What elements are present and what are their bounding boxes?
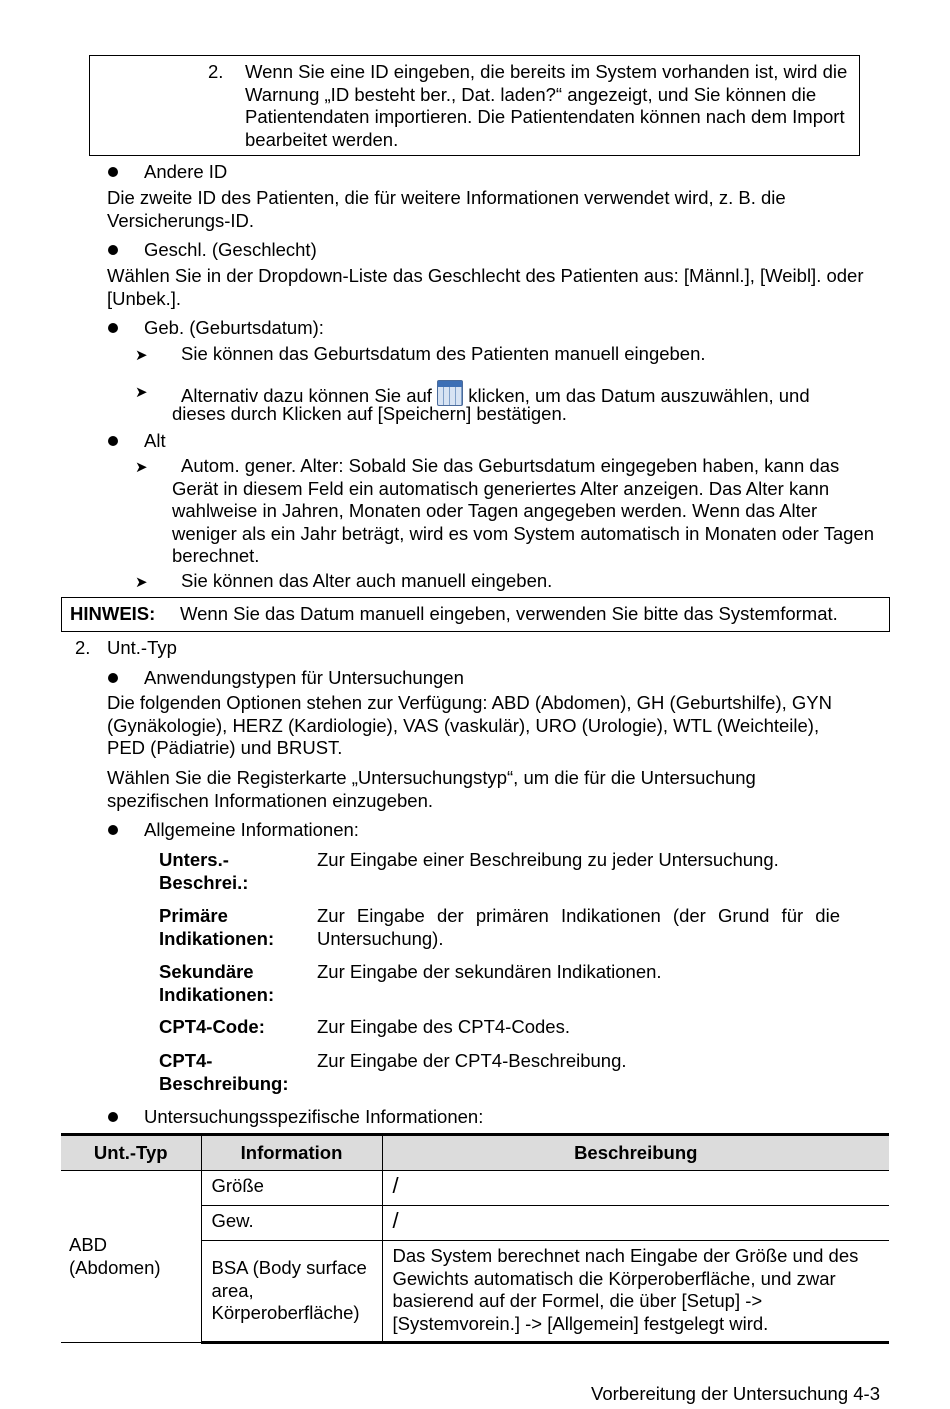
sub-item-text: Alternativ dazu können Sie auf bbox=[181, 385, 432, 406]
table-header: Unt.-Typ bbox=[61, 1135, 201, 1171]
paragraph: Wählen Sie die Registerkarte „Untersuchungstyp“, um die für die Untersuchung spezifischen Informationen einzugeben. bbox=[107, 767, 756, 811]
sub-item-continuation: dieses durch Klicken auf [Speichern] bestätigen. bbox=[172, 403, 567, 424]
def-desc: Zur Eingabe des CPT4-Codes. bbox=[317, 1016, 570, 1037]
note-text: Wenn Sie das Datum manuell eingeben, verwenden Sie bitte das Systemformat. bbox=[180, 603, 838, 624]
def-term: CPT4-Code: bbox=[159, 1016, 265, 1037]
table-cell-group: ABD (Abdomen) bbox=[61, 1171, 201, 1343]
paragraph: Die folgenden Optionen stehen zur Verfügung: ABD (Abdomen), GH (Geburtshilfe), GYN (Gynäkologie), HERZ (Kardiologie), VAS (vaskulär), URO (Urologie), WTL (Weichteile), PED (Pädiatrie) und BRUST. bbox=[107, 692, 832, 758]
def-term: Unters.- Beschrei.: bbox=[159, 849, 249, 893]
def-term: CPT4- Beschreibung: bbox=[159, 1050, 289, 1094]
page-footer: Vorbereitung der Untersuchung 4-3 bbox=[591, 1383, 880, 1404]
def-term: Primäre Indikationen: bbox=[159, 905, 275, 949]
paragraph: Wählen Sie in der Dropdown-Liste das Geschlecht des Patienten aus: [Männl.], [Weibl]. oder [Unbek.]. bbox=[107, 265, 864, 309]
table-header: Beschreibung bbox=[382, 1135, 889, 1171]
bullet-spezifisch: Untersuchungsspezifische Informationen: bbox=[144, 1106, 484, 1127]
sub-item: Sie können das Geburtsdatum des Patienten manuell eingeben. bbox=[181, 343, 706, 364]
table-cell: Das System berechnet nach Eingabe der Größe und des Gewichts automatisch die Körperoberfläche, und zwar basierend auf der Formel, die über [Setup] -> [Systemvorein.] -> [Allgemein] festgelegt wird. bbox=[382, 1241, 889, 1343]
def-desc: Zur Eingabe einer Beschreibung zu jeder Untersuchung. bbox=[317, 849, 779, 870]
exam-type-table bbox=[61, 1133, 889, 1344]
sub-item: Sie können das Alter auch manuell eingeben. bbox=[181, 570, 553, 591]
table-header: Information bbox=[201, 1135, 382, 1171]
paragraph: Wenn Sie eine ID eingeben, die bereits im System vorhanden ist, wird die Warnung „ID besteht ber., Dat. laden?“ angezeigt, und Sie können die Patientendaten importieren. Die Patientendaten können nach dem Import bearbeitet werden. bbox=[245, 61, 848, 150]
table-cell: Größe bbox=[201, 1171, 382, 1206]
def-term: Sekundäre Indikationen: bbox=[159, 961, 275, 1005]
table-header-row bbox=[61, 1135, 889, 1171]
note-box bbox=[61, 597, 890, 632]
def-desc: Zur Eingabe der sekundären Indikationen. bbox=[317, 961, 662, 982]
arrow-icon: ➤ bbox=[135, 384, 148, 401]
arrow-icon: ➤ bbox=[135, 459, 148, 476]
bullet-geschl: Geschl. (Geschlecht) bbox=[144, 239, 317, 260]
table-cell: / bbox=[382, 1206, 889, 1241]
arrow-icon: ➤ bbox=[135, 574, 148, 591]
arrow-icon: ➤ bbox=[135, 347, 148, 364]
section-title: Unt.-Typ bbox=[107, 637, 177, 658]
def-desc: Zur Eingabe der CPT4-Beschreibung. bbox=[317, 1050, 627, 1071]
bullet-anwendungstypen: Anwendungstypen für Untersuchungen bbox=[144, 667, 464, 688]
table-cell: BSA (Body surface area, Körperoberfläche) bbox=[201, 1241, 382, 1343]
bullet-andere-id: Andere ID bbox=[144, 161, 228, 182]
table-cell: Gew. bbox=[201, 1206, 382, 1241]
sub-item-text: klicken, um das Datum auszuwählen, und bbox=[468, 385, 810, 406]
def-desc: Zur Eingabe der primären Indikationen (der Grund für die Untersuchung). bbox=[317, 905, 840, 949]
table-row bbox=[61, 1171, 889, 1206]
sub-item: Autom. gener. Alter: Sobald Sie das Geburtsdatum eingegeben haben, kann das Gerät in diesem Feld ein automatisch generiertes Alter anzeigen. Das Alter kann wahlweise in Jahren, Monaten oder Tagen angegeben werden. Wenn das Alter weniger als ein Jahr beträgt, wird es vom System automatisch in Monaten oder Tagen berechnet. bbox=[172, 455, 874, 566]
list-number: 2. bbox=[208, 61, 224, 82]
paragraph: Die zweite ID des Patienten, die für weitere Informationen verwendet wird, z. B. die Versicherungs-ID. bbox=[107, 187, 786, 231]
bullet-geb: Geb. (Geburtsdatum): bbox=[144, 317, 324, 338]
continuation-box bbox=[89, 55, 860, 156]
bullet-allgemein: Allgemeine Informationen: bbox=[144, 819, 359, 840]
table-cell: / bbox=[382, 1171, 889, 1206]
list-number: 2. bbox=[75, 637, 91, 658]
note-label: HINWEIS: bbox=[70, 603, 156, 624]
bullet-alt: Alt bbox=[144, 430, 166, 451]
